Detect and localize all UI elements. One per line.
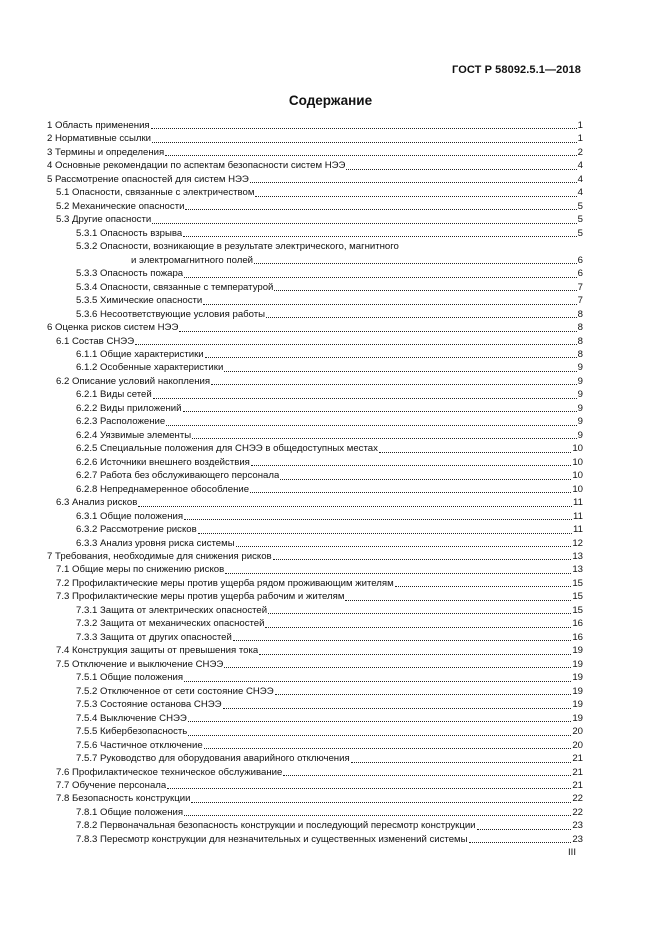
toc-entry-page: 11 bbox=[573, 510, 583, 522]
toc-entry-title: 7.4 Конструкция защиты от превышения тока bbox=[56, 645, 259, 657]
page-title: Содержание bbox=[288, 93, 373, 108]
toc-leader-dots bbox=[183, 410, 577, 412]
toc-entry-page: 21 bbox=[572, 779, 583, 791]
toc-entry-page: 15 bbox=[572, 591, 583, 603]
toc-entry-page: 9 bbox=[577, 375, 583, 387]
toc-leader-dots bbox=[188, 734, 571, 736]
toc-leader-dots bbox=[275, 693, 572, 695]
toc-entry-page: 1 bbox=[577, 133, 583, 145]
toc-entry-page: 10 bbox=[572, 456, 583, 468]
toc-entry-title: 6.2.3 Расположение bbox=[76, 416, 166, 428]
toc-entry-page: 19 bbox=[572, 699, 583, 711]
toc-leader-dots bbox=[184, 518, 572, 520]
toc-entry-title: 7.5.7 Руководство для оборудования аварийного отключения bbox=[76, 753, 350, 765]
toc-entry-title: 7.5.2 Отключенное от сети состояние СНЭЭ bbox=[76, 685, 274, 697]
toc-entry bbox=[47, 577, 583, 590]
toc-entry bbox=[47, 321, 583, 334]
toc-entry-title: 6.2.7 Работа без обслуживающего персонала bbox=[76, 470, 280, 482]
toc-entry-page: 5 bbox=[577, 214, 583, 226]
toc-entry-page: 20 bbox=[572, 726, 583, 738]
toc-leader-dots bbox=[251, 464, 571, 466]
toc-entry-page: 16 bbox=[572, 631, 583, 643]
toc-leader-dots bbox=[233, 639, 571, 641]
toc-leader-dots bbox=[254, 262, 577, 264]
toc-leader-dots bbox=[184, 276, 577, 278]
toc-entry-title: 1 Область применения bbox=[47, 120, 150, 131]
toc-leader-dots bbox=[152, 141, 577, 143]
toc-entry-page: 4 bbox=[577, 173, 583, 185]
toc-leader-dots bbox=[346, 168, 576, 170]
toc-leader-dots bbox=[198, 532, 572, 534]
toc-entry-page: 9 bbox=[577, 429, 583, 441]
toc-entry bbox=[47, 550, 583, 563]
toc-entry-page: 15 bbox=[572, 577, 583, 589]
toc-entry-page: 23 bbox=[572, 820, 583, 832]
toc-leader-dots bbox=[191, 801, 571, 803]
toc-leader-dots bbox=[283, 774, 571, 776]
toc-entry-title: 7.5 Отключение и выключение СНЭЭ bbox=[56, 658, 224, 670]
toc-entry-title: 7.5.6 Частичное отключение bbox=[76, 739, 203, 751]
document-code: ГОСТ Р 58092.5.1—2018 bbox=[452, 64, 581, 76]
toc-entry-title: 2 Нормативные ссылки bbox=[47, 133, 152, 145]
toc-entry bbox=[47, 617, 583, 630]
toc-leader-dots bbox=[205, 356, 577, 358]
toc-entry-page: 6 bbox=[577, 268, 583, 280]
toc-leader-dots bbox=[204, 747, 572, 749]
toc-entry bbox=[47, 429, 583, 442]
toc-entry-page: 22 bbox=[572, 806, 583, 818]
toc-entry-page: 12 bbox=[572, 537, 583, 549]
toc-entry-title: 7.3 Профилактические меры против ущерба рабочим и жителям bbox=[56, 591, 345, 603]
toc-leader-dots bbox=[469, 841, 572, 843]
toc-entry-page: 8 bbox=[577, 335, 583, 347]
toc-leader-dots bbox=[185, 208, 576, 210]
toc-entry-title: 6 Оценка рисков систем НЭЭ bbox=[47, 322, 179, 334]
toc-entry-title: 7.1 Общие меры по снижению рисков bbox=[56, 564, 225, 576]
toc-leader-dots bbox=[192, 437, 577, 439]
toc-entry bbox=[47, 402, 583, 415]
toc-entry bbox=[47, 590, 583, 603]
toc-leader-dots bbox=[184, 814, 571, 816]
toc-entry-page: 7 bbox=[577, 281, 583, 293]
toc-entry-page: 23 bbox=[572, 833, 583, 845]
toc-entry bbox=[47, 833, 583, 846]
toc-leader-dots bbox=[135, 343, 577, 345]
toc-leader-dots bbox=[477, 828, 572, 830]
toc-entry-page: 1 bbox=[577, 120, 583, 131]
toc-entry-page: 19 bbox=[572, 712, 583, 724]
toc-leader-dots bbox=[250, 181, 577, 183]
toc-entry-title: 6.3.3 Анализ уровня риска системы bbox=[76, 537, 235, 549]
toc-entry-page: 21 bbox=[572, 766, 583, 778]
toc-entry bbox=[47, 537, 583, 550]
toc-entry-title: 7.8.2 Первоначальная безопасность конструкции и последующий пересмотр конструкции bbox=[76, 820, 476, 832]
toc-entry-page: 15 bbox=[572, 604, 583, 616]
toc-entry-page: 19 bbox=[572, 658, 583, 670]
toc-entry-page: 13 bbox=[572, 564, 583, 576]
toc-entry-title: 6.2.5 Специальные положения для СНЭЭ в общедоступных местах bbox=[76, 443, 378, 455]
toc-entry-title: 6.2.8 Непреднамеренное обособление bbox=[76, 483, 250, 495]
toc-entry-page: 9 bbox=[577, 402, 583, 414]
toc-entry-page: 22 bbox=[572, 793, 583, 805]
toc-entry bbox=[47, 510, 583, 523]
toc-entry-title: 7.8.3 Пересмотр конструкции для незначительных и существенных изменений системы bbox=[76, 833, 468, 845]
toc-entry bbox=[47, 819, 583, 832]
toc-leader-dots bbox=[165, 154, 576, 156]
toc-entry bbox=[47, 254, 583, 267]
toc-leader-dots bbox=[345, 599, 571, 601]
toc-entry bbox=[47, 658, 583, 671]
toc-leader-dots bbox=[152, 222, 576, 224]
toc-leader-dots bbox=[379, 451, 571, 453]
toc-leader-dots bbox=[153, 397, 577, 399]
toc-entry-title: 7.3.3 Защита от других опасностей bbox=[76, 631, 232, 643]
toc-entry bbox=[47, 240, 583, 253]
toc-leader-dots bbox=[138, 505, 572, 507]
toc-entry bbox=[47, 200, 583, 213]
toc-entry-title: 7.3.1 Защита от электрических опасностей bbox=[76, 604, 268, 616]
toc-entry bbox=[47, 335, 583, 348]
toc-entry bbox=[47, 456, 583, 469]
toc-entry bbox=[47, 725, 583, 738]
toc-entry-page: 8 bbox=[577, 308, 583, 320]
toc-entry bbox=[47, 604, 583, 617]
toc-entry-title: 6.2.2 Виды приложений bbox=[76, 402, 182, 414]
toc-entry-title: 5.3.2 Опасности, возникающие в результате электрического, магнитного bbox=[76, 241, 399, 253]
toc-leader-dots bbox=[223, 707, 572, 709]
toc-entry-title: 5.3.6 Несоответствующие условия работы bbox=[76, 308, 266, 320]
toc-entry-title: 6.3 Анализ рисков bbox=[56, 497, 138, 509]
toc-entry bbox=[47, 685, 583, 698]
toc-entry bbox=[47, 739, 583, 752]
toc-entry-title: 6.1 Состав СНЭЭ bbox=[56, 335, 135, 347]
toc-entry-page: 9 bbox=[577, 389, 583, 401]
toc-entry-title: 5.3.1 Опасность взрыва bbox=[76, 227, 183, 239]
toc-entry-page: 11 bbox=[573, 497, 583, 509]
toc-entry bbox=[47, 752, 583, 765]
toc-entry-page: 20 bbox=[572, 739, 583, 751]
toc-entry bbox=[47, 469, 583, 482]
toc-entry-page: 9 bbox=[577, 362, 583, 374]
toc-leader-dots bbox=[273, 558, 572, 560]
toc-entry bbox=[47, 644, 583, 657]
toc-entry bbox=[47, 698, 583, 711]
toc-entry-page: 7 bbox=[577, 295, 583, 307]
toc-entry-title: 5.3 Другие опасности bbox=[56, 214, 152, 226]
toc-entry bbox=[47, 415, 583, 428]
toc-entry-page: 10 bbox=[572, 443, 583, 455]
toc-entry bbox=[47, 227, 583, 240]
toc-entry-page: 11 bbox=[573, 524, 583, 536]
toc-entry bbox=[47, 483, 583, 496]
toc-entry bbox=[47, 388, 583, 401]
toc-entry-page: 19 bbox=[572, 645, 583, 657]
toc-entry bbox=[47, 308, 583, 321]
toc-entry bbox=[47, 173, 583, 186]
toc-entry-title: 5.3.4 Опасности, связанные с температурой bbox=[76, 281, 274, 293]
toc-entry-title: 7.8 Безопасность конструкции bbox=[56, 793, 191, 805]
toc-leader-dots bbox=[151, 127, 577, 129]
toc-entry bbox=[47, 375, 583, 388]
toc-entry-page: 6 bbox=[577, 254, 583, 266]
toc-entry-page: 5 bbox=[577, 200, 583, 212]
toc-entry bbox=[47, 792, 583, 805]
toc-leader-dots bbox=[203, 303, 576, 305]
toc-entry bbox=[47, 294, 583, 307]
toc-entry-title: 6.2.6 Источники внешнего воздействия bbox=[76, 456, 250, 468]
toc-entry-title: 7.6 Профилактическое техническое обслуживание bbox=[56, 766, 283, 778]
toc-entry bbox=[47, 213, 583, 226]
toc-entry-page: 19 bbox=[572, 685, 583, 697]
toc-entry-title: 7.5.5 Кибербезопасность bbox=[76, 726, 188, 738]
toc-leader-dots bbox=[183, 235, 576, 237]
toc-leader-dots bbox=[395, 585, 572, 587]
toc-entry bbox=[47, 563, 583, 576]
toc-entry bbox=[47, 119, 583, 132]
toc-entry bbox=[47, 671, 583, 684]
toc-entry-page: 2 bbox=[577, 146, 583, 158]
toc-entry bbox=[47, 159, 583, 172]
toc-entry-title: 7.2 Профилактические меры против ущерба рядом проживающим жителям bbox=[56, 577, 394, 589]
toc-entry-title: 7.5.1 Общие положения bbox=[76, 672, 184, 684]
toc-entry-title: 7.5.4 Выключение СНЭЭ bbox=[76, 712, 187, 724]
toc-entry-page: 5 bbox=[577, 227, 583, 239]
toc-entry bbox=[47, 631, 583, 644]
toc-entry-title: 4 Основные рекомендации по аспектам безопасности систем НЭЭ bbox=[47, 160, 346, 172]
toc-leader-dots bbox=[265, 626, 571, 628]
toc-entry-page: 4 bbox=[577, 160, 583, 172]
toc-entry bbox=[47, 779, 583, 792]
toc-entry bbox=[47, 442, 583, 455]
toc-entry-title: 5.3.3 Опасность пожара bbox=[76, 268, 184, 280]
toc-entry-title: 6.2.1 Виды сетей bbox=[76, 389, 152, 401]
toc-leader-dots bbox=[179, 330, 576, 332]
toc-entry-title: 6.1.2 Особенные характеристики bbox=[76, 362, 224, 374]
toc-leader-dots bbox=[255, 195, 576, 197]
toc-entry-title: 6.3.1 Общие положения bbox=[76, 510, 184, 522]
toc-leader-dots bbox=[211, 383, 577, 385]
toc-entry-page: 19 bbox=[572, 672, 583, 684]
toc-leader-dots bbox=[351, 761, 572, 763]
toc-entry-title: 6.2.4 Уязвимые элементы bbox=[76, 429, 192, 441]
toc-entry-page: 21 bbox=[572, 753, 583, 765]
toc-entry bbox=[47, 132, 583, 145]
toc-entry-title: 7 Требования, необходимые для снижения рисков bbox=[47, 551, 272, 562]
toc-entry bbox=[47, 361, 583, 374]
toc-leader-dots bbox=[224, 666, 571, 668]
page-number: III bbox=[568, 847, 576, 858]
toc-leader-dots bbox=[166, 424, 576, 426]
toc-leader-dots bbox=[236, 545, 572, 547]
toc-entry bbox=[47, 348, 583, 361]
toc-entry-title: 5.3.5 Химические опасности bbox=[76, 295, 203, 307]
toc-entry-page: 8 bbox=[577, 322, 583, 334]
toc-leader-dots bbox=[224, 370, 576, 372]
toc-entry-title: 6.2 Описание условий накопления bbox=[56, 375, 211, 387]
toc-entry-title: 6.1.1 Общие характеристики bbox=[76, 348, 204, 360]
toc-entry-title: и электромагнитного полей bbox=[131, 254, 254, 266]
toc-entry-page: 10 bbox=[572, 483, 583, 495]
toc-entry-title: 5.1 Опасности, связанные с электричеством bbox=[56, 187, 255, 199]
toc-entry-title: 5.2 Механические опасности bbox=[56, 200, 185, 212]
toc-entry-page: 10 bbox=[572, 470, 583, 482]
toc-entry-title: 7.5.3 Состояние останова СНЭЭ bbox=[76, 699, 222, 711]
toc-leader-dots bbox=[250, 491, 571, 493]
toc-entry-page: 9 bbox=[577, 416, 583, 428]
toc-entry bbox=[47, 806, 583, 819]
toc-entry bbox=[47, 766, 583, 779]
toc-entry bbox=[47, 267, 583, 280]
toc-entry bbox=[47, 186, 583, 199]
toc-entry-page: 4 bbox=[577, 187, 583, 199]
toc-leader-dots bbox=[266, 316, 577, 318]
toc-entry-title: 7.3.2 Защита от механических опасностей bbox=[76, 618, 265, 630]
toc-leader-dots bbox=[184, 680, 571, 682]
toc-leader-dots bbox=[225, 572, 571, 574]
toc-entry bbox=[47, 146, 583, 159]
toc-entry-page: 13 bbox=[572, 551, 583, 562]
toc-entry bbox=[47, 712, 583, 725]
toc-leader-dots bbox=[259, 653, 571, 655]
toc-entry-page: 8 bbox=[577, 348, 583, 360]
toc-entry-title: 6.3.2 Рассмотрение рисков bbox=[76, 524, 197, 536]
toc-entry-title: 5 Рассмотрение опасностей для систем НЭЭ bbox=[47, 173, 249, 185]
toc-leader-dots bbox=[188, 720, 572, 722]
toc-leader-dots bbox=[274, 289, 576, 291]
toc-leader-dots bbox=[167, 787, 571, 789]
toc-leader-dots bbox=[280, 478, 571, 480]
toc-entry-title: 7.7 Обучение персонала bbox=[56, 779, 167, 791]
table-of-contents bbox=[47, 119, 583, 846]
toc-entry bbox=[47, 523, 583, 536]
toc-leader-dots bbox=[268, 612, 571, 614]
toc-entry-title: 7.8.1 Общие положения bbox=[76, 806, 184, 818]
toc-entry-title: 3 Термины и определения bbox=[47, 146, 165, 158]
toc-entry bbox=[47, 281, 583, 294]
toc-entry-page: 16 bbox=[572, 618, 583, 630]
toc-entry bbox=[47, 496, 583, 509]
